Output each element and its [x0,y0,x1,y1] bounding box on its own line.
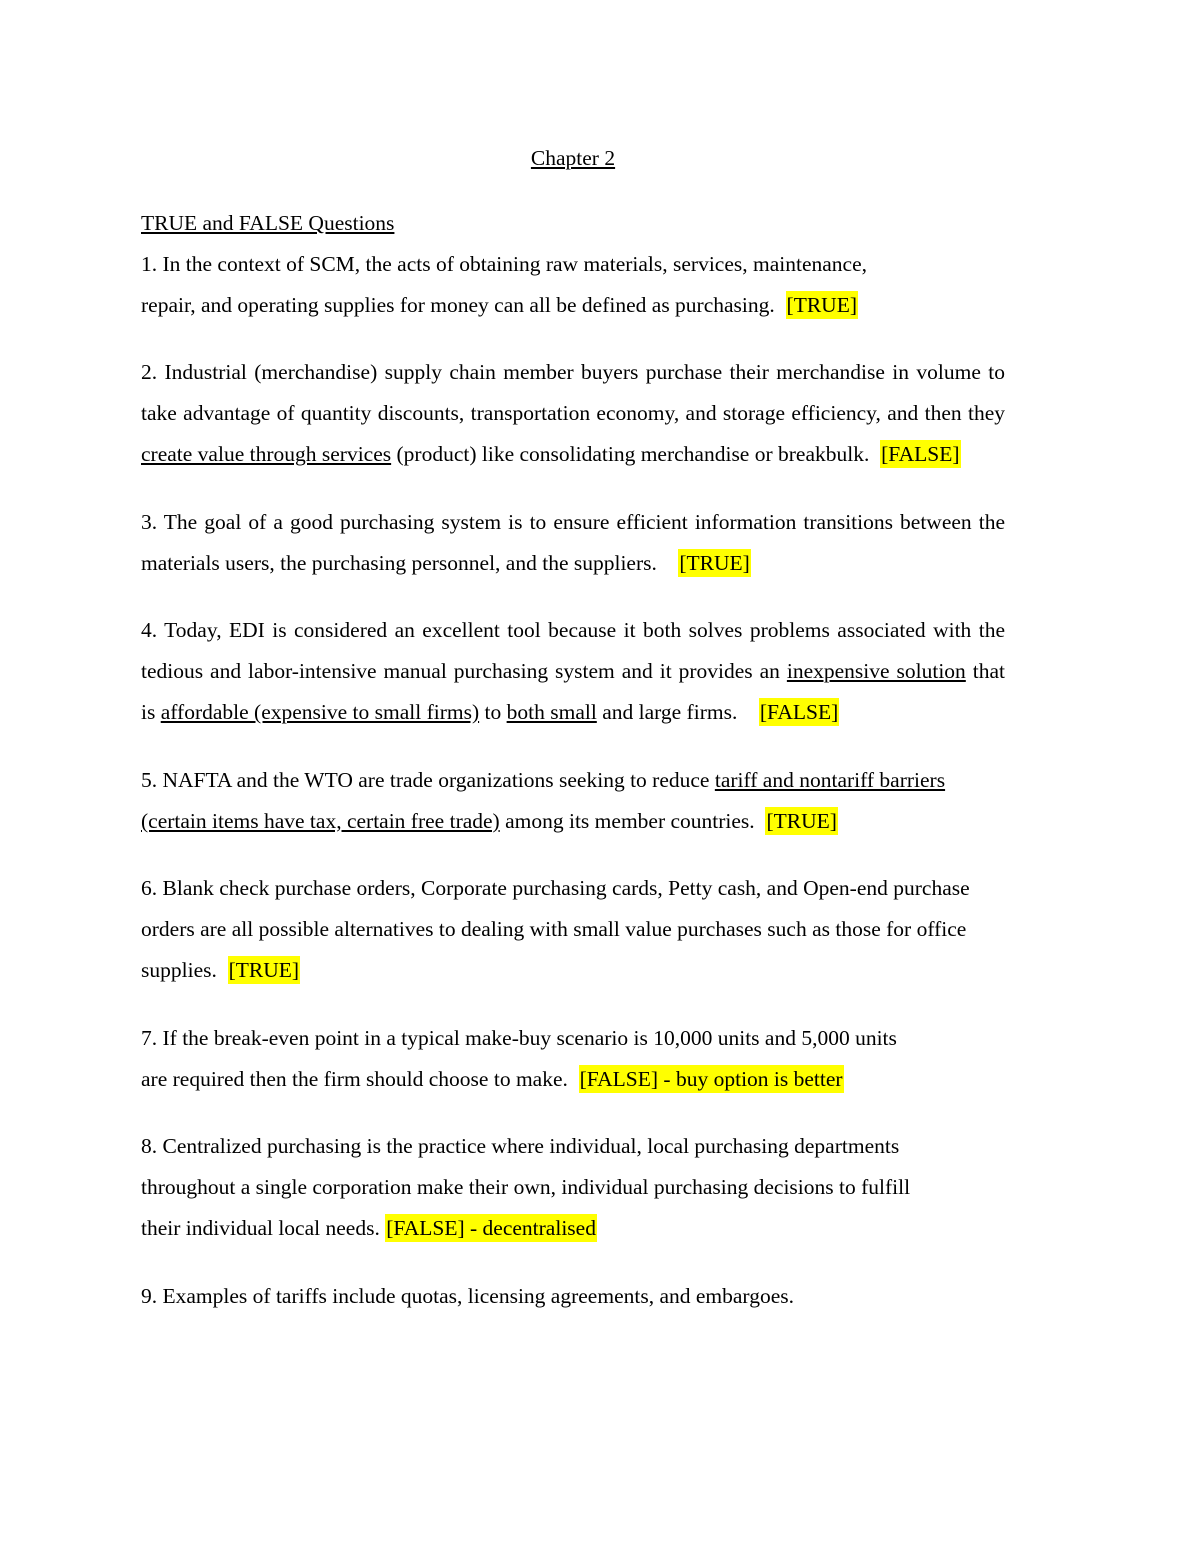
question-9-text: 9. Examples of tariffs include quotas, licensing agreements, and embargoes. [141,1283,794,1308]
question-2-text-a: 2. Industrial (merchandise) supply chain member buyers purchase their merchandise in volume to take advantage of quantity discounts, transportation economy, and storage efficiency, and then they [141,360,1005,426]
question-1-line-1: 1. In the context of SCM, the acts of obtaining raw materials, services, maintenance, [141,251,868,276]
question-2 [141,352,1005,474]
question-5-text-a: 5. NAFTA and the WTO are trade organizations seeking to reduce [141,767,715,792]
question-6-answer: [TRUE] [228,957,300,982]
question-7-text: are required then the firm should choose to make. [141,1066,568,1091]
question-4-underlined-3: both small [506,699,597,724]
question-1-answer: [TRUE] [786,292,857,317]
question-7-line-1: 7. If the break-even point in a typical make-buy scenario is 10,000 units and 5,000 units [141,1025,897,1050]
question-8-text: 8. Centralized purchasing is the practice where individual, local purchasing departments throughout a single corporation make their own, individual purchasing decisions to fulfill their individual local needs. [141,1134,911,1240]
question-2-answer: [FALSE] [881,441,960,466]
question-4 [141,610,1005,732]
section-title: TRUE and FALSE Questions [141,211,395,235]
question-3-text: 3. The goal of a good purchasing system is to ensure efficient information transitions between the materials users, the purchasing personnel, and the suppliers. [141,509,1005,575]
question-2-text-b: (product) like consolidating merchandise or breakbulk. [391,441,870,466]
question-6-text: 6. Blank check purchase orders, Corporate purchasing cards, Petty cash, and Open-end purchase orders are all possible alternatives to dealing with small value purchases such as those for office supplies. [141,876,970,982]
question-5-answer: [TRUE] [766,808,837,833]
question-3 [141,502,1005,584]
question-4-text-b: that is [141,659,1006,724]
question-4-underlined-2: affordable (expensive to small firms) [160,699,480,724]
question-5-underlined: tariff and nontariff barriers (certain items have tax, certain free trade) [141,767,946,833]
question-9 [141,1276,933,1317]
question-5 [141,760,1005,842]
document-page [141,138,1005,1317]
question-4-text-d: and large firms. [596,699,738,724]
question-2-underlined: create value through services [141,441,392,466]
question-4-underlined-1: inexpensive solution [786,659,966,684]
question-7-answer: [FALSE] - buy option is better [579,1066,843,1091]
question-4-text-a: 4. Today, EDI is considered an excellent tool because it both solves problems associated with the tedious and labor-intensive manual purchasing system and it provides an [141,618,1005,684]
question-3-answer: [TRUE] [679,550,750,575]
question-4-answer: [FALSE] [759,699,839,724]
question-6 [141,868,1005,990]
question-1 [141,244,1005,326]
question-7 [141,1018,1005,1100]
question-8 [141,1126,933,1248]
question-5-text-b: among its member countries. [499,808,755,833]
question-7-line-2 [141,1059,1005,1100]
question-1-line-2 [141,285,1005,326]
chapter-title: Chapter 2 [530,146,616,170]
question-4-text-c: to [479,699,507,724]
question-8-answer: [FALSE] - decentralised [386,1215,596,1240]
question-1-text: repair, and operating supplies for money can all be defined as purchasing. [141,292,775,317]
